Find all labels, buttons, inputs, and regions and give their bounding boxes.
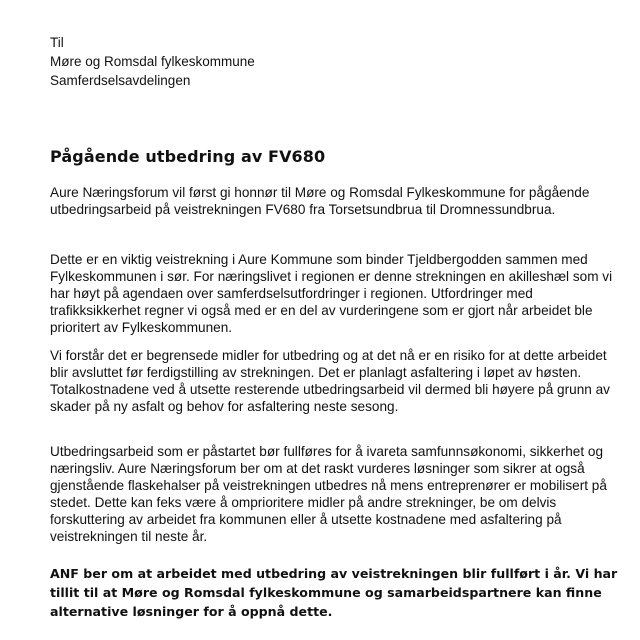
paragraph-intro: Aure Næringsforum vil først gi honnør til Møre og Romsdal Fylkeskommune for pågående utbedringsarbeid på veistrekningen FV680 fra Torsetsundbrua til Dromnessundbrua.	[50, 185, 590, 217]
recipient-line-to: Til	[50, 35, 64, 50]
letter-title: Pågående utbedring av FV680	[50, 147, 326, 166]
paragraph-importance: Dette er en viktig veistrekning i Aure Kommune som binder Tjeldbergodden sammen med Fylkeskommunen i sør. For næringslivet i regionen er denne strekningen en akilleshæl som vi har høyt på agendaen over samferdselsutfordringer i regionen. Utfordringer med trafikksikkerhet regner vi også med er en del av vurderingene som er gjort når arbeidet ble prioritert av Fylkeskommunen.	[50, 252, 613, 335]
paragraph-funding: Vi forstår det er begrensede midler for utbedring og at det nå er en risiko for at dette arbeidet blir avsluttet før ferdigstilling av strekningen. Det er planlagt asfaltering i løpet av høsten. Totalkostnadene ved å utsette resterende utbedringsarbeid vil dermed bli høyere på grunn av skader på ny asfalt og behov for asfaltering neste sesong.	[50, 348, 610, 414]
recipient-line-department: Samferdselsavdelingen	[50, 73, 191, 88]
paragraph-conclusion: ANF ber om at arbeidet med utbedring av veistrekningen blir fullført i år. Vi har tillit til at Møre og Romsdal fylkeskommune og samarbeidspartnere kan finne alternative løsninger for å oppnå dette.	[50, 566, 618, 619]
paragraph-request: Utbedringsarbeid som er påstartet bør fullføres for å ivareta samfunnsøkonomi, sikkerhet og næringsliv. Aure Næringsforum ber om at det raskt vurderes løsninger som sikrer at også gjenstående flaskehalser på veistrekningen utbedres nå mens entreprenører er mobilisert på stedet. Dette kan feks være å omprioritere midler på andre strekninger, be om delvis forskuttering av arbeidet fra kommunen eller å utsette kostnadene med asfaltering på veistrekningen til neste år.	[50, 444, 607, 544]
recipient-address	[50, 33, 255, 90]
recipient-line-organization: Møre og Romsdal fylkeskommune	[50, 54, 255, 69]
